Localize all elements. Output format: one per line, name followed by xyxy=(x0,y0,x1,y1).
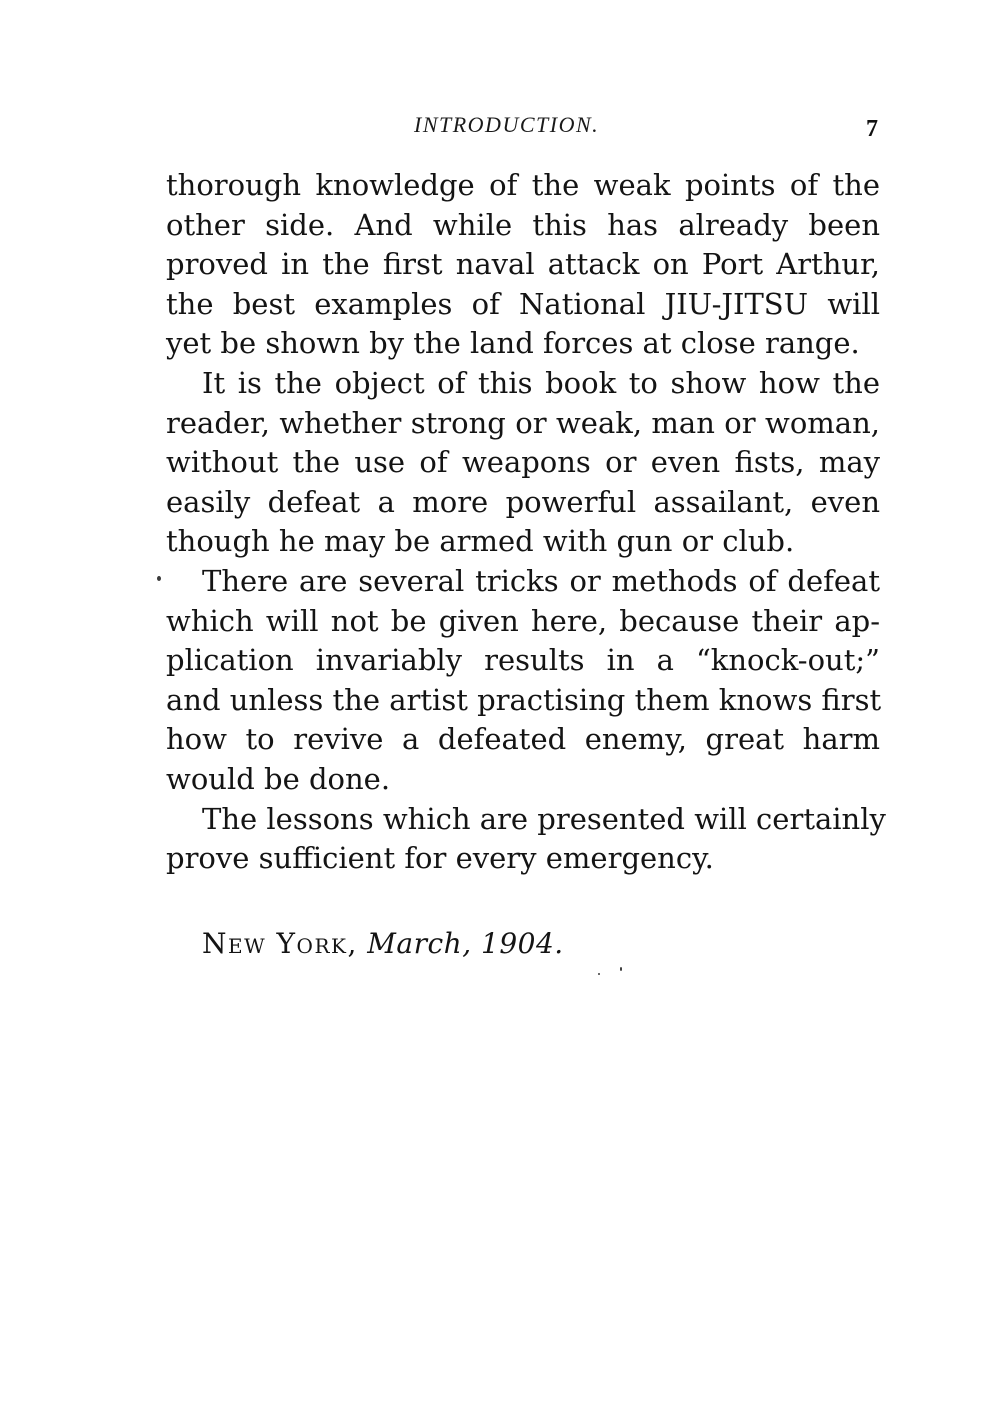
paragraph-2 xyxy=(166,364,880,562)
text-line: yet be shown by the land forces at close range. xyxy=(166,326,860,361)
text-line: There are several tricks or methods of defeat xyxy=(202,563,880,598)
signature-city: New York, xyxy=(202,927,358,960)
text-line: plication invariably results in a “knock-out;” xyxy=(166,643,880,678)
text-line: and unless the artist practising them knows first xyxy=(166,682,882,717)
text-line: thorough knowledge of the weak points of the xyxy=(166,168,880,202)
paragraph-1 xyxy=(166,166,880,364)
paragraph-4 xyxy=(166,800,886,879)
text-line: other side. And while this has already been xyxy=(166,207,880,242)
text-line: reader, whether strong or weak, man or woman, xyxy=(166,405,880,440)
text-line: prove sufficient for every emergency. xyxy=(166,841,714,876)
paragraph-3 xyxy=(166,562,880,800)
scan-speck xyxy=(620,967,622,971)
text-line: would be done. xyxy=(166,761,391,796)
text-line: which will not be given here, because their ap- xyxy=(166,603,880,638)
page-number: 7 xyxy=(866,116,878,142)
text-line: proved in the first naval attack on Port Arthur, xyxy=(166,247,880,282)
scan-speck xyxy=(598,973,600,975)
body-text xyxy=(166,166,886,879)
running-head xyxy=(0,112,1000,146)
text-line: The lessons which are presented will certainly xyxy=(202,801,886,836)
text-line: It is the object of this book to show how the xyxy=(202,365,880,400)
text-line: easily defeat a more powerful assailant, even xyxy=(166,484,880,519)
running-title: INTRODUCTION. xyxy=(414,112,600,137)
scan-speck xyxy=(157,576,161,581)
text-line: without the use of weapons or even fists, may xyxy=(166,445,880,480)
text-line: how to revive a defeated enemy, great harm xyxy=(166,722,880,757)
text-line: though he may be armed with gun or club. xyxy=(166,524,795,559)
text-line: the best examples of National JIU-JITSU will xyxy=(166,286,880,321)
signature-date: March, 1904. xyxy=(367,927,564,960)
signature-line xyxy=(202,924,564,964)
